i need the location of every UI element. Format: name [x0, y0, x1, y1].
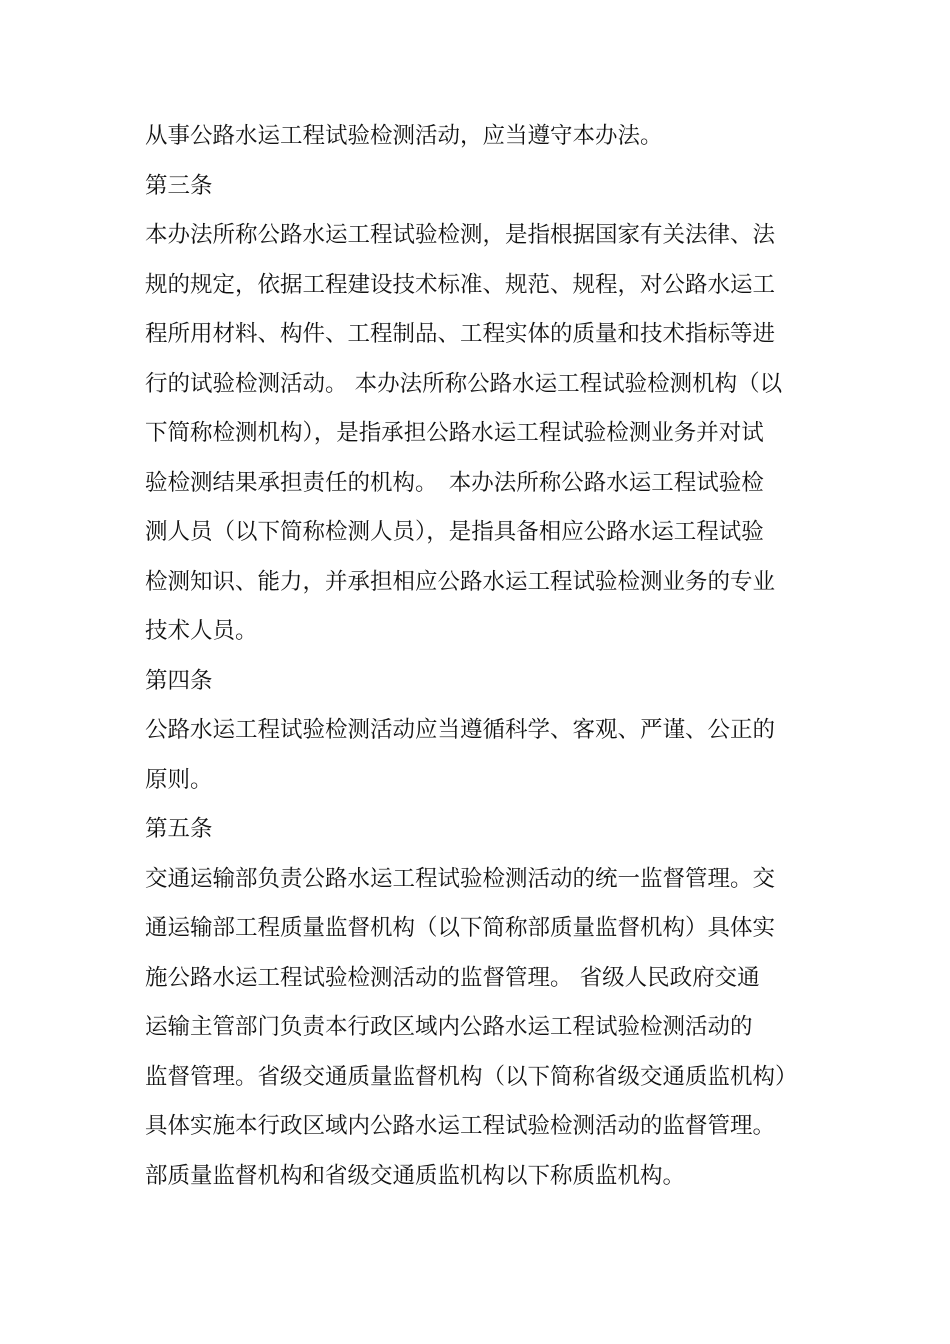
text-line: 下简称检测机构），是指承担公路水运工程试验检测业务并对试: [145, 420, 764, 446]
text-line: 原则。: [145, 766, 213, 793]
text-line: 交通运输部负责公路水运工程试验检测活动的统一监督管理。交: [145, 865, 776, 892]
text-line: 技术人员。: [145, 618, 258, 644]
article-heading: 第四条: [145, 667, 213, 694]
text-line: 部质量监督机构和省级交通质监机构以下称质监机构。: [145, 1162, 686, 1189]
text-line: 公路水运工程试验检测活动应当遵循科学、客观、严谨、公正的: [145, 717, 776, 743]
article-heading: 第五条: [145, 816, 213, 842]
text-line: 运输主管部门负责本行政区域内公路水运工程试验检测活动的: [145, 1014, 753, 1040]
document-body: [145, 112, 810, 1201]
text-line: 施公路水运工程试验检测活动的监督管理。 省级人民政府交通: [145, 964, 760, 991]
text-line: 验检测结果承担责任的机构。 本办法所称公路水运工程试验检: [145, 469, 764, 496]
text-line: 行的试验检测活动。 本办法所称公路水运工程试验检测机构（以: [145, 370, 783, 397]
text-line: 测人员（以下简称检测人员），是指具备相应公路水运工程试验: [145, 519, 764, 545]
text-line: 通运输部工程质量监督机构（以下简称部质量监督机构）具体实: [145, 915, 776, 941]
text-line: 具体实施本行政区域内公路水运工程试验检测活动的监督管理。: [145, 1113, 776, 1139]
article-heading: 第三条: [145, 172, 213, 199]
text-line: 本办法所称公路水运工程试验检测，是指根据国家有关法律、法: [145, 222, 776, 248]
text-line: 检测知识、能力，并承担相应公路水运工程试验检测业务的专业: [145, 568, 776, 595]
text-line: 监督管理。省级交通质量监督机构（以下简称省级交通质监机构）: [145, 1063, 798, 1090]
text-line: 从事公路水运工程试验检测活动，应当遵守本办法。: [145, 123, 663, 149]
text-line: 程所用材料、构件、工程制品、工程实体的质量和技术指标等进: [145, 321, 776, 347]
text-line: 规的规定，依据工程建设技术标准、规范、规程，对公路水运工: [145, 271, 776, 298]
